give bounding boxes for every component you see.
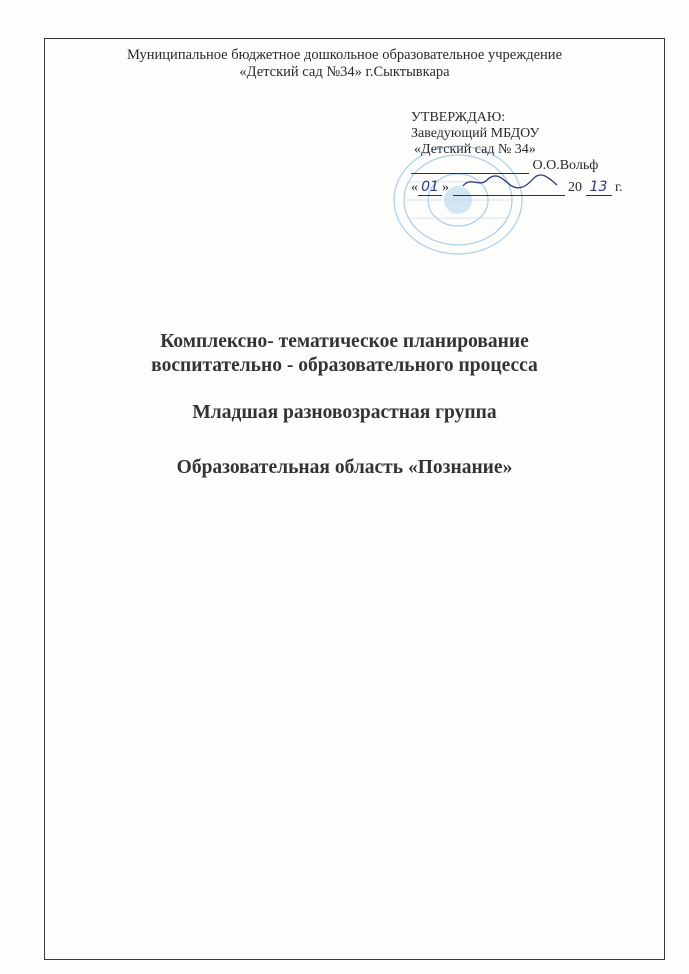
title-line2: воспитательно - образовательного процесса <box>151 355 538 376</box>
date-month-signature <box>453 174 565 196</box>
group-title: Младшая разновозрастная группа <box>192 402 497 423</box>
signature-line <box>411 158 661 174</box>
date-quote-open: « <box>411 180 418 195</box>
handwritten-month-signature <box>453 174 565 190</box>
date-quote-close: » <box>442 180 449 195</box>
title-line1: Комплексно- тематическое планирование <box>160 331 529 352</box>
organization-name-line2: «Детский сад №34» г.Сыктывкара <box>239 64 450 80</box>
approver-institution: «Детский сад № 34» <box>414 142 536 157</box>
approval-block <box>411 110 661 196</box>
approval-label: УТВЕРЖДАЮ: <box>411 110 506 125</box>
date-suffix: г. <box>615 180 623 195</box>
approval-date-line <box>411 174 661 196</box>
area-title: Образовательная область «Познание» <box>176 457 513 478</box>
organization-name-line1: Муниципальное бюджетное дошкольное образовательное учреждение <box>127 47 562 63</box>
date-year-prefix: 20 <box>568 180 582 195</box>
signer-name: О.О.Вольф <box>532 158 599 173</box>
date-day: 01 <box>418 179 442 196</box>
organization-header <box>0 47 689 81</box>
date-year-suffix: 13 <box>586 179 612 196</box>
approver-position: Заведующий МБДОУ <box>411 126 540 141</box>
